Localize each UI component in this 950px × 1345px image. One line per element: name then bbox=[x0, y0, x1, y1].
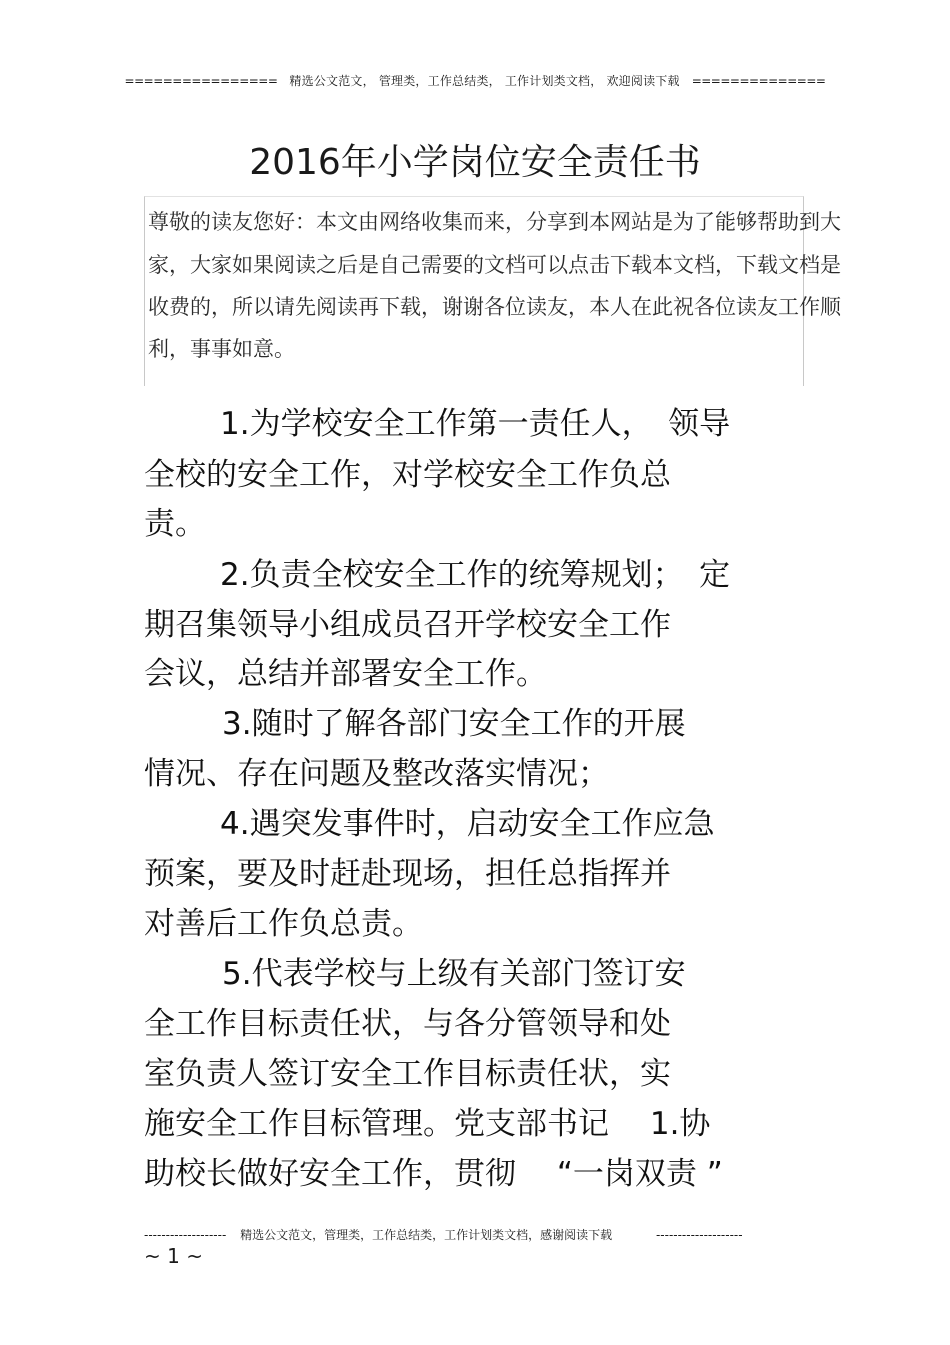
body-line: 助校长做好安全工作，贯彻 “一岗双责 ” bbox=[144, 1156, 723, 1192]
notice-line: 家，大家如果阅读之后是自己需要的文档可以点击下载本文档，下载文档是 bbox=[148, 253, 841, 277]
page-number: ~ 1 ~ bbox=[144, 1244, 203, 1268]
document-title: 2016年小学岗位安全责任书 bbox=[249, 142, 701, 183]
body-line: 期召集领导小组成员召开学校安全工作 bbox=[144, 607, 671, 643]
body-line: 施安全工作目标管理。党支部书记 1.协 bbox=[144, 1106, 711, 1142]
body-line: 会议，总结并部署安全工作。 bbox=[144, 656, 547, 692]
body-line: 2.负责全校安全工作的统筹规划； 定 bbox=[220, 557, 731, 593]
body-line: 3.随时了解各部门安全工作的开展 bbox=[222, 706, 686, 742]
body-line: 5.代表学校与上级有关部门签订安 bbox=[222, 956, 686, 992]
footer-right-rule: -------------------- bbox=[655, 1228, 743, 1242]
footer-left-rule: ------------------- bbox=[144, 1228, 227, 1242]
body-line: 4.遇突发事件时，启动安全工作应急 bbox=[220, 806, 715, 842]
body-line: 全工作目标责任状，与各分管领导和处 bbox=[144, 1006, 671, 1042]
notice-line: 利，事事如意。 bbox=[148, 337, 295, 361]
notice-line: 尊敬的读友您好：本文由网络收集而来，分享到本网站是为了能够帮助到大 bbox=[148, 210, 841, 234]
footer-text: 精选公文范文，管理类，工作总结类，工作计划类文档，感谢阅读下载 bbox=[240, 1228, 613, 1242]
body-line: 情况、存在问题及整改落实情况； bbox=[144, 756, 609, 792]
body-line: 责。 bbox=[144, 506, 206, 542]
body-line: 1.为学校安全工作第一责任人， 领导 bbox=[220, 406, 731, 442]
header-left-rule: ================ bbox=[124, 74, 278, 88]
notice-line: 收费的，所以请先阅读再下载，谢谢各位读友，本人在此祝各位读友工作顺 bbox=[148, 295, 841, 319]
body-line: 预案，要及时赶赴现场，担任总指挥并 bbox=[144, 856, 671, 892]
body-line: 室负责人签订安全工作目标责任状，实 bbox=[144, 1056, 671, 1092]
body-line: 对善后工作负总责。 bbox=[144, 906, 423, 942]
header-right-rule: ============== bbox=[691, 74, 826, 88]
page-footer bbox=[144, 1226, 743, 1243]
page-header bbox=[0, 72, 950, 89]
header-text: 精选公文范文， 管理类，工作总结类， 工作计划类文档， 欢迎阅读下载 bbox=[289, 74, 680, 88]
body-line: 全校的安全工作，对学校安全工作负总 bbox=[144, 457, 671, 493]
